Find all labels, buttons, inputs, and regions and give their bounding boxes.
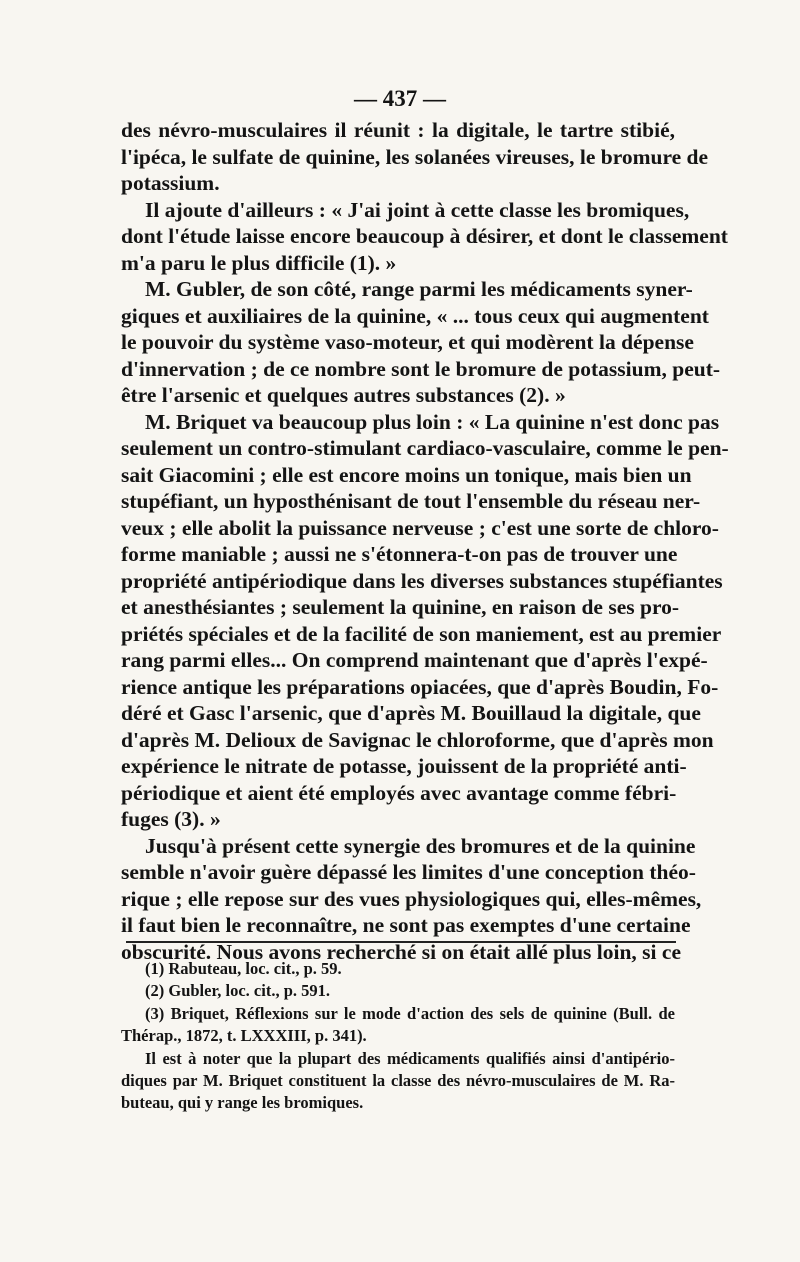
text-line: rience antique les préparations opiacées, que d'après Boudin, Fo- <box>121 674 719 699</box>
text-line: potassium. <box>121 171 220 195</box>
text-line: expérience le nitrate de potasse, jouissent de la propriété anti- <box>121 754 687 778</box>
body-text <box>121 117 729 965</box>
text-line: semble n'avoir guère dépassé les limites d'une conception théo- <box>121 860 696 884</box>
text-line: seulement un contro-stimulant cardiaco-vasculaire, comme le pen- <box>121 436 729 460</box>
footnote-divider <box>126 941 676 943</box>
footnote-1: (1) Rabuteau, loc. cit., p. 59. <box>145 959 342 978</box>
text-line: priétés spéciales et de la facilité de son maniement, est au premier <box>121 621 722 646</box>
text-line: d'innervation ; de ce nombre sont le bromure de potassium, peut- <box>121 356 721 381</box>
text-line: Jusqu'à présent cette synergie des bromures et de la quinine <box>145 833 696 858</box>
footnote-3-cont: Thérap., 1872, t. LXXXIII, p. 341). <box>121 1026 367 1046</box>
text-line: il faut bien le reconnaître, ne sont pas exemptes d'une certaine <box>121 913 691 937</box>
footnote-note: Il est à noter que la plupart des médicaments qualifiés ainsi d'antipério- <box>145 1048 675 1068</box>
text-line: le pouvoir du système vaso-moteur, et qui modèrent la dépense <box>121 330 694 354</box>
text-line: M. Briquet va beaucoup plus loin : « La quinine n'est donc pas <box>145 409 720 434</box>
text-line: stupéfiant, un hyposthénisant de tout l'ensemble du réseau ner- <box>121 489 701 513</box>
text-line: périodique et aient été employés avec avantage comme fébri- <box>121 780 677 805</box>
text-line: l'ipéca, le sulfate de quinine, les solanées vireuses, le bromure de <box>121 144 709 169</box>
page-number: — 437 — <box>354 86 446 111</box>
text-line: forme maniable ; aussi ne s'étonnera-t-on pas de trouver une <box>121 542 678 566</box>
footnote-note-end: buteau, qui y range les bromiques. <box>121 1093 364 1113</box>
footnote-2: (2) Gubler, loc. cit., p. 591. <box>145 981 331 1001</box>
text-line: d'après M. Delioux de Savignac le chloroforme, que d'après mon <box>121 727 714 752</box>
text-line: déré et Gasc l'arsenic, que d'après M. Bouillaud la digitale, que <box>121 701 701 725</box>
text-line: m'a paru le plus difficile (1). » <box>121 250 397 275</box>
text-line: des névro-musculaires il réunit : la digitale, le tartre stibié, <box>121 118 675 142</box>
text-line: fuges (3). » <box>121 807 221 831</box>
text-line: rique ; elle repose sur des vues physiologiques qui, elles-mêmes, <box>121 886 702 911</box>
text-line: dont l'étude laisse encore beaucoup à désirer, et dont le classement <box>121 224 728 248</box>
text-line: obscurité. Nous avons recherché si on était allé plus loin, si ce <box>121 939 681 964</box>
text-line: Il ajoute d'ailleurs : « J'ai joint à cette classe les bromiques, <box>145 197 690 222</box>
text-line: veux ; elle abolit la puissance nerveuse ; c'est une sorte de chloro- <box>121 515 719 540</box>
text-line: sait Giacomini ; elle est encore moins un tonique, mais bien un <box>121 462 692 487</box>
text-line: propriété antipériodique dans les diverses substances stupéfiantes <box>121 568 723 593</box>
text-line: et anesthésiantes ; seulement la quinine, en raison de ses pro- <box>121 595 680 619</box>
footnote-note-cont: diques par M. Briquet constituent la classe des névro-musculaires de M. Ra- <box>121 1071 675 1091</box>
text-line: rang parmi elles... On comprend maintenant que d'après l'expé- <box>121 648 708 672</box>
text-line: être l'arsenic et quelques autres substances (2). » <box>121 383 566 407</box>
text-line: M. Gubler, de son côté, range parmi les médicaments syner- <box>145 277 693 301</box>
text-line: giques et auxiliaires de la quinine, « ... tous ceux qui augmentent <box>121 303 709 328</box>
footnotes <box>121 958 675 1115</box>
footnote-3: (3) Briquet, Réflexions sur le mode d'action des sels de quinine (Bull. de <box>145 1003 675 1023</box>
